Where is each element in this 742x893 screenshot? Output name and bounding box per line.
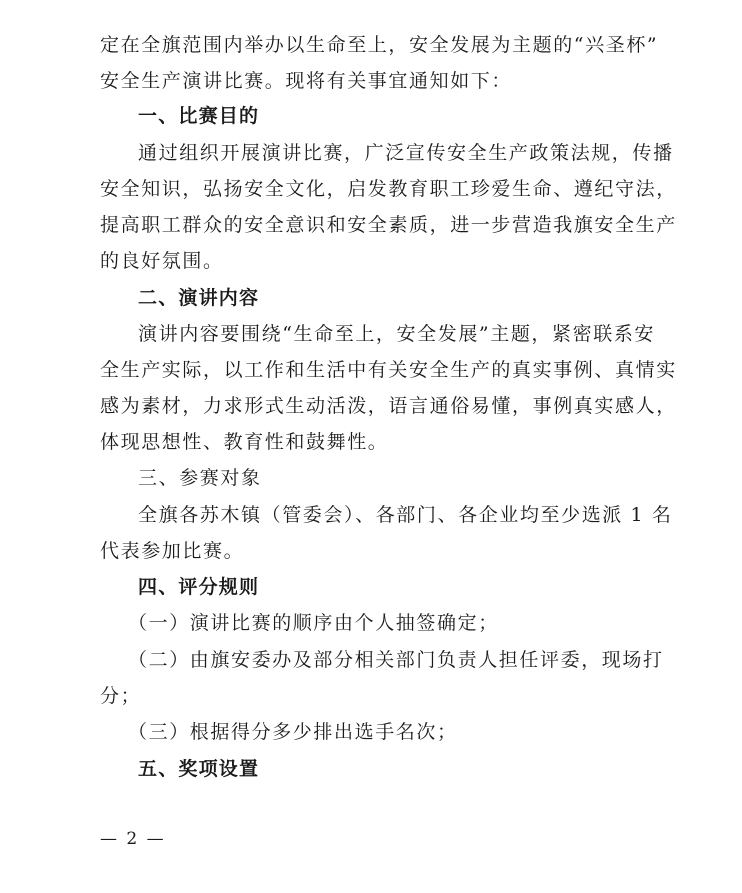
intro-line-2: 安全生产演讲比赛。现将有关事宜通知如下： [100, 70, 513, 92]
paragraph-line: 演讲内容要围绕“生命至上，安全发展”主题，紧密联系安 [138, 323, 656, 345]
section-heading-awards: 五、奖项设置 [138, 758, 260, 780]
paragraph-line: 通过组织开展演讲比赛，广泛宣传安全生产政策法规，传播 [138, 142, 674, 164]
paragraph-line: 感为素材，力求形式生动活泼，语言通俗易懂，事例真实感人， [100, 395, 677, 417]
paragraph-line: （一）演讲比赛的顺序由个人抽签确定； [128, 612, 499, 634]
paragraph-line: 全生产实际，以工作和生活中有关安全生产的真实事例、真情实 [100, 359, 677, 381]
section-heading-participants: 三、参赛对象 [138, 467, 262, 489]
section-heading-purpose: 一、比赛目的 [138, 105, 260, 127]
paragraph-line: （三）根据得分多少排出选手名次； [128, 721, 458, 743]
paragraph-line: 安全知识，弘扬安全文化，启发教育职工珍爱生命、遵纪守法， [100, 178, 677, 200]
paragraph-line: 体现思想性、教育性和鼓舞性。 [100, 431, 389, 453]
section-heading-scoring: 四、评分规则 [138, 576, 260, 598]
paragraph-line: 分； [100, 685, 142, 707]
section-heading-content: 二、演讲内容 [138, 287, 260, 309]
intro-line-1: 定在全旗范围内举办以生命至上，安全发展为主题的“兴圣杯” [100, 34, 659, 56]
paragraph-line: 代表参加比赛。 [100, 540, 245, 562]
paragraph-line: （二）由旗安委办及部分相关部门负责人担任评委，现场打 [128, 649, 664, 671]
paragraph-line: 全旗各苏木镇（管委会）、各部门、各企业均至少选派 1 名 [138, 504, 673, 526]
page-number: — 2 — [100, 829, 166, 849]
paragraph-line: 提高职工群众的安全意识和安全素质，进一步营造我旗安全生产 [100, 214, 677, 236]
paragraph-line: 的良好氛围。 [100, 250, 224, 272]
